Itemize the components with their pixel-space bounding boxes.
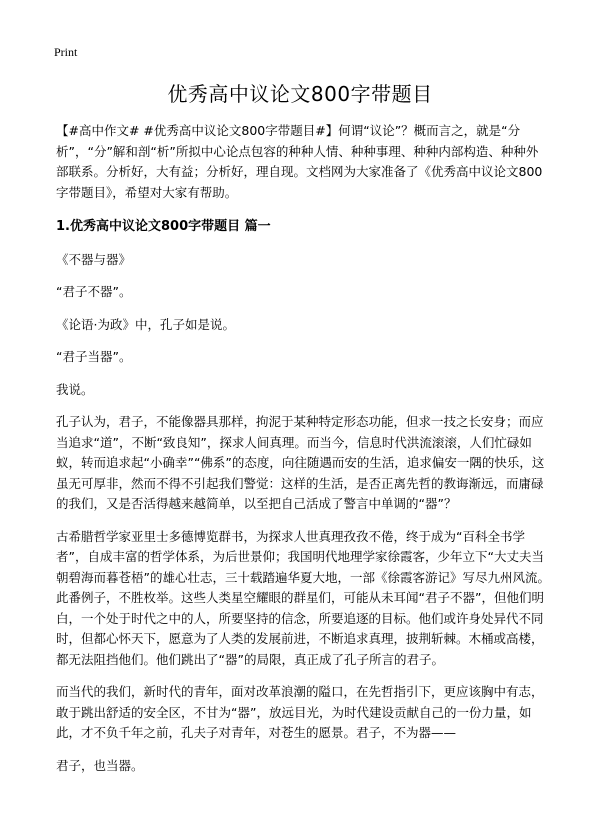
body-paragraph: “君子当器”。 bbox=[56, 349, 132, 364]
section-heading: 1.优秀高中议论文800字带题目 篇一 bbox=[56, 219, 271, 234]
body-paragraph: 我说。 bbox=[56, 381, 94, 397]
body-paragraph: 而当代的我们，新时代的青年，面对改革浪潮的隘口，在先哲指引下，更应该胸中有志，敢于跳出舒适的安全区，不甘为“器”，放远目光，为时代建设贡献自己的一份力量，如此，才不负千年之前，孔夫子对青年，对苍生的愿景。君子，不为器—— bbox=[56, 684, 544, 740]
document-title: 优秀高中议论文800字带题目 bbox=[167, 82, 433, 106]
body-paragraph: “君子不器”。 bbox=[56, 284, 132, 299]
body-paragraph: 孔子认为，君子，不能像器具那样，拘泥于某种特定形态功能，但求一技之长安身；而应当追求“道”，不断“致良知”，探求人间真理。而当今，信息时代洪流滚滚，人们忙碌如蚁，转而追求起“小确幸”“佛系”的态度，向往随遇而安的生活，追求偏安一隅的快乐，这虽无可厚非，然而不得不引起我们警觉：这样的生活，是否正离先哲的教诲渐远，而庸碌的我们，又是否活得越来越简单，以至把自己活成了警言中单调的“器”？ bbox=[56, 414, 545, 511]
body-paragraph: 古希腊哲学家亚里士多德博览群书，为探求人世真理孜孜不倦，终于成为“百科全书学者”，自成丰富的哲学体系，为后世景仰；我国明代地理学家徐霞客，少年立下“大丈夫当朝碧海而暮苍梧”的雄心壮志，三十载踏遍华夏大地，一部《徐霞客游记》写尽九州风流。此番例子，不胜枚举。这些人类星空耀眼的群星们，可能从未耳闻“君子不器”，但他们明白，一个处于时代之中的人，所要坚持的信念，所要追逐的目标。他们或许身处异代不同时，但都心怀天下，愿意为了人类的发展前进，不断追求真理，披荆斩棘。木桶或高楼，都无法阻挡他们。他们跳出了“器”的局限，真正成了孔子所言的君子。 bbox=[56, 528, 550, 667]
body-paragraph: 君子，也当器。 bbox=[56, 757, 144, 773]
intro-paragraph: 【#高中作文# #优秀高中议论文800字带题目#】何谓“议论”？概而言之，就是“分析”，“分”解和剖“析”所拟中心论点包容的种种人情、种种事理、种种内部构造、种种外部联系。分析好，大有益；分析好，理自现。文档网为大家准备了《优秀高中议论文800字带题目》，希望对大家有帮助。 bbox=[56, 123, 543, 200]
print-link[interactable]: Print bbox=[54, 45, 78, 59]
essay-title: 《不器与器》 bbox=[56, 251, 132, 267]
body-paragraph: 《论语·为政》中，孔子如是说。 bbox=[56, 316, 235, 332]
document-body bbox=[56, 121, 550, 788]
